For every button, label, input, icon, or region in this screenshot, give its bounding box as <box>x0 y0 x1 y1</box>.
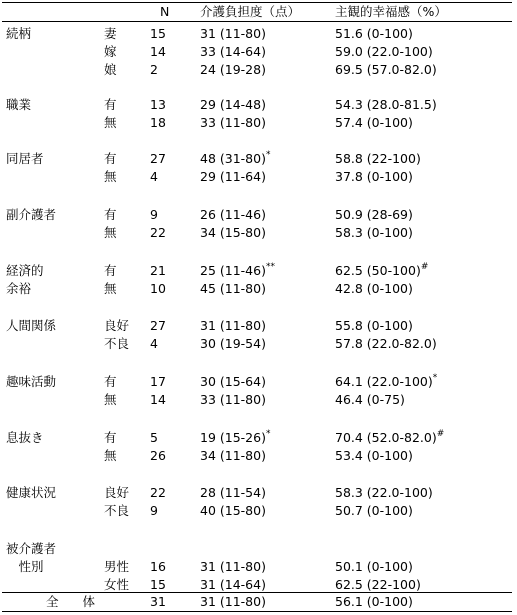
happiness-value: 53.4 (0-100) <box>335 448 413 463</box>
burden-value: 40 (15-80) <box>200 503 266 518</box>
row-n: 13 <box>150 97 166 112</box>
row-burden <box>200 559 266 575</box>
row-category: 不良 <box>104 336 130 351</box>
row-burden <box>200 169 266 185</box>
row-burden <box>200 44 266 60</box>
row-n: 4 <box>150 169 158 184</box>
total-rule <box>2 592 512 593</box>
row-n: 26 <box>150 448 166 463</box>
row-happiness <box>335 97 437 113</box>
row-n: 5 <box>150 430 158 445</box>
happiness-value: 46.4 (0-75) <box>335 392 405 407</box>
burden-value: 24 (19-28) <box>200 62 266 77</box>
group-label: 経済的 <box>6 263 44 278</box>
significance-mark: * <box>432 372 438 383</box>
row-n: 16 <box>150 559 166 574</box>
row-burden <box>200 263 275 279</box>
row-happiness <box>335 62 437 78</box>
row-n: 4 <box>150 336 158 351</box>
significance-mark: # <box>420 261 429 272</box>
happiness-value: 37.8 (0-100) <box>335 169 413 184</box>
row-category: 良好 <box>104 485 130 500</box>
row-category: 不良 <box>104 503 130 518</box>
row-happiness <box>335 151 421 167</box>
row-n: 22 <box>150 485 166 500</box>
total-burden: 31 (11-80) <box>200 594 266 609</box>
row-category: 有 <box>104 263 117 278</box>
row-burden <box>200 503 266 519</box>
burden-value: 33 (14-64) <box>200 44 266 59</box>
burden-value: 31 (11-80) <box>200 318 266 333</box>
burden-value: 30 (19-54) <box>200 336 266 351</box>
row-burden <box>200 26 266 42</box>
row-category: 良好 <box>104 318 130 333</box>
total-label-a: 全 <box>46 594 59 609</box>
group-label: 続柄 <box>6 26 32 41</box>
row-happiness <box>335 392 405 408</box>
row-happiness <box>335 485 433 501</box>
row-category: 無 <box>104 115 117 130</box>
header-rule <box>2 21 512 22</box>
total-label <box>46 594 95 610</box>
header-happiness: 主観的幸福感（%） <box>335 4 447 19</box>
row-burden <box>200 448 266 464</box>
row-burden <box>200 374 266 390</box>
row-category: 妻 <box>104 26 117 41</box>
total-label-b: 体 <box>82 594 96 609</box>
row-n: 27 <box>150 151 166 166</box>
row-happiness <box>335 430 444 446</box>
burden-value: 31 (11-80) <box>200 26 266 41</box>
row-n: 14 <box>150 44 166 59</box>
row-n: 17 <box>150 374 166 389</box>
row-category: 嫁 <box>104 44 117 59</box>
row-n: 9 <box>150 207 158 222</box>
burden-value: 19 (15-26) <box>200 430 266 445</box>
group-label: 健康状況 <box>6 485 57 500</box>
row-burden <box>200 151 270 167</box>
happiness-value: 55.8 (0-100) <box>335 318 413 333</box>
row-happiness <box>335 374 437 390</box>
row-burden <box>200 97 266 113</box>
happiness-value: 57.8 (22.0-82.0) <box>335 336 437 351</box>
total-happiness: 56.1 (0-100) <box>335 594 413 609</box>
happiness-value: 58.8 (22-100) <box>335 151 421 166</box>
group-label: 人間関係 <box>6 318 57 333</box>
row-burden <box>200 392 266 408</box>
row-category: 無 <box>104 225 117 240</box>
row-happiness <box>335 207 413 223</box>
happiness-value: 59.0 (22.0-100) <box>335 44 433 59</box>
row-happiness <box>335 559 413 575</box>
happiness-value: 51.6 (0-100) <box>335 26 413 41</box>
happiness-value: 69.5 (57.0-82.0) <box>335 62 437 77</box>
row-happiness <box>335 577 421 593</box>
happiness-value: 58.3 (22.0-100) <box>335 485 433 500</box>
row-burden <box>200 281 266 297</box>
group-label: 余裕 <box>6 281 32 296</box>
row-category: 無 <box>104 448 117 463</box>
happiness-value: 62.5 (22-100) <box>335 577 421 592</box>
happiness-value: 64.1 (22.0-100) <box>335 374 433 389</box>
happiness-value: 54.3 (28.0-81.5) <box>335 97 437 112</box>
row-category: 女性 <box>104 577 130 592</box>
row-n: 14 <box>150 392 166 407</box>
burden-value: 30 (15-64) <box>200 374 266 389</box>
happiness-value: 62.5 (50-100) <box>335 263 421 278</box>
happiness-value: 58.3 (0-100) <box>335 225 413 240</box>
row-happiness <box>335 115 413 131</box>
group-label: 同居者 <box>6 151 44 166</box>
significance-mark: * <box>265 428 271 439</box>
row-happiness <box>335 263 428 279</box>
row-n: 15 <box>150 26 166 41</box>
burden-value: 34 (11-80) <box>200 448 266 463</box>
row-n: 10 <box>150 281 166 296</box>
happiness-value: 50.7 (0-100) <box>335 503 413 518</box>
significance-mark: * <box>265 149 271 160</box>
row-burden <box>200 115 266 131</box>
row-category: 無 <box>104 392 117 407</box>
group-label: 職業 <box>6 97 32 112</box>
row-n: 18 <box>150 115 166 130</box>
row-category: 無 <box>104 281 117 296</box>
happiness-value: 42.8 (0-100) <box>335 281 413 296</box>
row-happiness <box>335 169 413 185</box>
row-n: 2 <box>150 62 158 77</box>
significance-mark: ** <box>265 261 275 272</box>
group-label: 息抜き <box>6 430 44 445</box>
row-burden <box>200 336 266 352</box>
row-burden <box>200 62 266 78</box>
group-label: 被介護者 <box>6 541 57 556</box>
significance-mark: # <box>436 428 445 439</box>
burden-value: 25 (11-46) <box>200 263 266 278</box>
happiness-value: 57.4 (0-100) <box>335 115 413 130</box>
row-n: 27 <box>150 318 166 333</box>
row-happiness <box>335 503 413 519</box>
row-category: 無 <box>104 169 117 184</box>
burden-value: 45 (11-80) <box>200 281 266 296</box>
happiness-value: 70.4 (52.0-82.0) <box>335 430 437 445</box>
burden-value: 48 (31-80) <box>200 151 266 166</box>
burden-value: 34 (15-80) <box>200 225 266 240</box>
header-n: N <box>160 4 170 19</box>
burden-value: 29 (11-64) <box>200 169 266 184</box>
row-happiness <box>335 318 413 334</box>
row-burden <box>200 485 266 501</box>
row-category: 有 <box>104 151 117 166</box>
header-burden: 介護負担度（点） <box>200 4 301 19</box>
burden-value: 28 (11-54) <box>200 485 266 500</box>
row-happiness <box>335 448 413 464</box>
row-category: 男性 <box>104 559 130 574</box>
total-n: 31 <box>150 594 166 609</box>
row-category: 有 <box>104 207 117 222</box>
row-happiness <box>335 225 413 241</box>
group-label: 性別 <box>6 559 44 574</box>
group-label: 趣味活動 <box>6 374 57 389</box>
row-happiness <box>335 336 437 352</box>
group-label: 副介護者 <box>6 207 57 222</box>
row-category: 有 <box>104 430 117 445</box>
table-bottom-rule <box>2 611 512 612</box>
row-category: 有 <box>104 374 117 389</box>
row-burden <box>200 318 266 334</box>
burden-value: 31 (11-80) <box>200 559 266 574</box>
row-category: 有 <box>104 97 117 112</box>
row-n: 22 <box>150 225 166 240</box>
happiness-value: 50.1 (0-100) <box>335 559 413 574</box>
row-happiness <box>335 44 433 60</box>
row-burden <box>200 577 266 593</box>
burden-value: 33 (11-80) <box>200 115 266 130</box>
table-top-rule <box>2 2 512 3</box>
row-burden <box>200 430 270 446</box>
row-n: 15 <box>150 577 166 592</box>
burden-value: 33 (11-80) <box>200 392 266 407</box>
row-n: 9 <box>150 503 158 518</box>
row-happiness <box>335 281 413 297</box>
burden-value: 29 (14-48) <box>200 97 266 112</box>
row-burden <box>200 207 266 223</box>
row-n: 21 <box>150 263 166 278</box>
row-happiness <box>335 26 413 42</box>
burden-value: 26 (11-46) <box>200 207 266 222</box>
burden-value: 31 (14-64) <box>200 577 266 592</box>
row-category: 娘 <box>104 62 117 77</box>
row-burden <box>200 225 266 241</box>
happiness-value: 50.9 (28-69) <box>335 207 413 222</box>
